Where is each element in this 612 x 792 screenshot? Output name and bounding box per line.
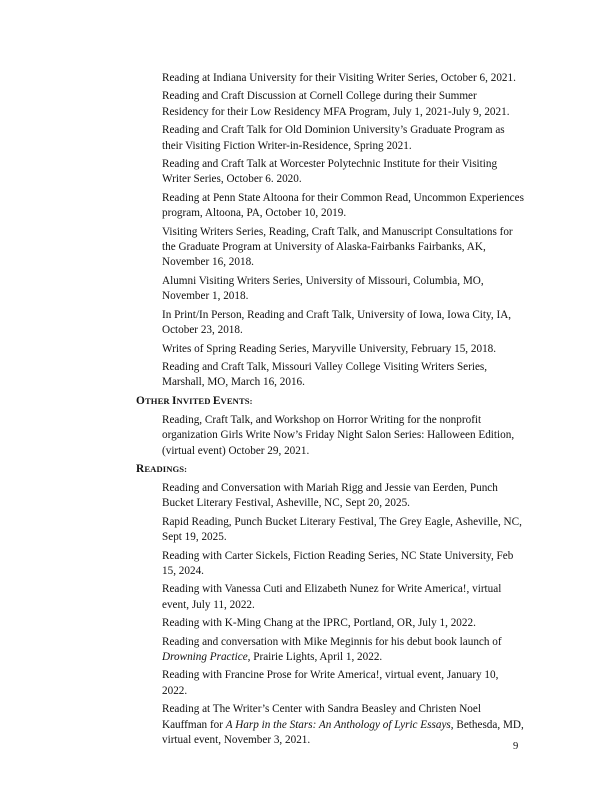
list-item: Alumni Visiting Writers Series, University of Missouri, Columbia, MO, November 1, 2018. <box>162 274 484 303</box>
page-content <box>136 71 526 751</box>
list-item: Visiting Writers Series, Reading, Craft Talk, and Manuscript Consultations for the Graduate Program at University of Alaska-Fairbanks Fairbanks, AK, November 16, 2018. <box>162 225 513 269</box>
list-item: Reading and Conversation with Mariah Rigg and Jessie van Eerden, Punch Bucket Literary Festival, Asheville, NC, Sept 20, 2025. <box>162 481 498 510</box>
list-item: In Print/In Person, Reading and Craft Talk, University of Iowa, Iowa City, IA, October 23, 2018. <box>162 308 512 337</box>
list-item: Rapid Reading, Punch Bucket Literary Festival, The Grey Eagle, Asheville, NC, Sept 19, 2025. <box>162 515 522 544</box>
list-item: Reading and Craft Talk for Old Dominion University’s Graduate Program as their Visiting Fiction Writer-in-Residence, Spring 2021. <box>162 124 505 152</box>
list-item: Writes of Spring Reading Series, Maryville University, February 15, 2018. <box>162 342 497 355</box>
list-item: Reading and Craft Discussion at Cornell College during their Summer Residency for their Low Residency MFA Program, July 1, 2021-July 9, 2021. <box>162 90 510 118</box>
readings-heading: READINGS: <box>136 462 188 475</box>
anthology-title: A Harp in the Stars: An Anthology of Lyric Essays <box>225 718 451 731</box>
list-item: Reading and Craft Talk, Missouri Valley College Visiting Writers Series, Marshall, MO, March 16, 2016. <box>162 360 488 389</box>
page-number: 9 <box>513 741 519 752</box>
book-title: Drowning Practice <box>162 651 248 663</box>
list-item: Reading with K-Ming Chang at the IPRC, Portland, OR, July 1, 2022. <box>162 617 476 630</box>
list-item: Reading with Francine Prose for Write America!, virtual event, January 10, 2022. <box>162 669 499 697</box>
visiting-writer-entries <box>136 71 526 748</box>
list-item: Reading with Carter Sickels, Fiction Reading Series, NC State University, Feb 15, 2024. <box>162 549 514 577</box>
list-item: Reading, Craft Talk, and Workshop on Horror Writing for the nonprofit organization Girls Write Now’s Friday Night Salon Series: Halloween Edition, (virtual event) October 29, 2021. <box>162 413 515 457</box>
list-item: Reading at The Writer’s Center with Sandra Beasley and Christen Noel Kauffman for A Harp in the Stars: An Anthology of Lyric Essays, Bethesda, MD, virtual event, November 3, 2021. <box>162 703 524 747</box>
list-item: Reading at Penn State Altoona for their Common Read, Uncommon Experiences program, Altoona, PA, October 10, 2019. <box>162 191 524 220</box>
list-item: Reading at Indiana University for their Visiting Writer Series, October 6, 2021. <box>162 72 516 84</box>
list-item: Reading with Vanessa Cuti and Elizabeth Nunez for Write America!, virtual event, July 11, 2022. <box>162 583 502 611</box>
list-item: Reading and Craft Talk at Worcester Polytechnic Institute for their Visiting Writer Series, October 6. 2020. <box>162 158 498 186</box>
other-invited-events-heading: OTHER INVITED EVENTS: <box>136 394 253 407</box>
list-item: Reading and conversation with Mike Meginnis for his debut book launch of Drowning Practice, Prairie Lights, April 1, 2022. <box>162 635 502 663</box>
